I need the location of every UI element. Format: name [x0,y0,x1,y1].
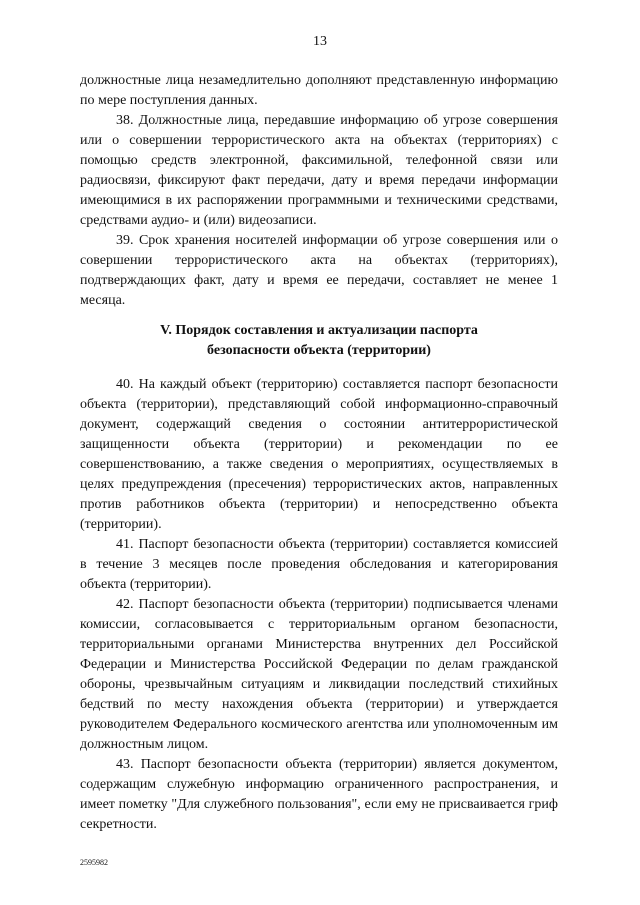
page-number: 13 [313,34,327,49]
paragraph-43: 43. Паспорт безопасности объекта (территории) является документом, содержащим служебную информацию ограниченного распространения, и имеет пометку "Для служебного пользования", если ему не присваивается гриф секретности. [80,757,558,832]
document-body-top [80,71,558,311]
paragraph-38: 38. Должностные лица, передавшие информацию об угрозе совершения или о совершении террористического акта на объектах (территориях) с помощью средств электронной, факсимильной, телефонной связи или радиосвязи, фиксируют факт передачи, дату и время передачи информации имеющимися в их распоряжении программными и техническими средствами, средствами аудио- и (или) видеозаписи. [80,113,558,228]
section-heading-line-2: безопасности объекта (территории) [207,343,431,358]
paragraph-41: 41. Паспорт безопасности объекта (территории) составляется комиссией в течение 3 месяцев после проведения обследования и категорирования объекта (территории). [80,537,558,592]
paragraph-39: 39. Срок хранения носителей информации об угрозе совершения или о совершении террористического акта на объектах (территориях), подтверждающих факт, дату и время ее передачи, составляет не менее 1 месяца. [80,233,558,308]
paragraph-continuation: должностные лица незамедлительно дополняют представленную информацию по мере поступления данных. [80,73,558,108]
section-heading-line-1: V. Порядок составления и актуализации паспорта [160,323,478,338]
section-heading [80,321,558,361]
paragraph-42: 42. Паспорт безопасности объекта (территории) подписывается членами комиссии, согласовывается с территориальным органом безопасности, территориальными органами Министерства внутренних дел Российской Федерации и Министерства Российской Федерации по делам гражданской обороны, чрезвычайным ситуациям и ликвидации последствий стихийных бедствий по месту нахождения объекта (территории) и утверждается руководителем Федерального космического агентства или уполномоченным им должностным лицом. [80,597,558,752]
document-code: 2595982 [80,858,108,867]
document-body-bottom [80,375,558,835]
paragraph-40: 40. На каждый объект (территорию) составляется паспорт безопасности объекта (территории), представляющий собой информационно-справочный документ, содержащий сведения о состоянии антитеррористической защищенности объекта (территории) и рекомендации по ее совершенствованию, а также сведения о мероприятиях, осуществляемых в целях предупреждения (пресечения) террористических актов, направленных против работников объекта (территории) и непосредственно объекта (территории). [80,377,558,532]
